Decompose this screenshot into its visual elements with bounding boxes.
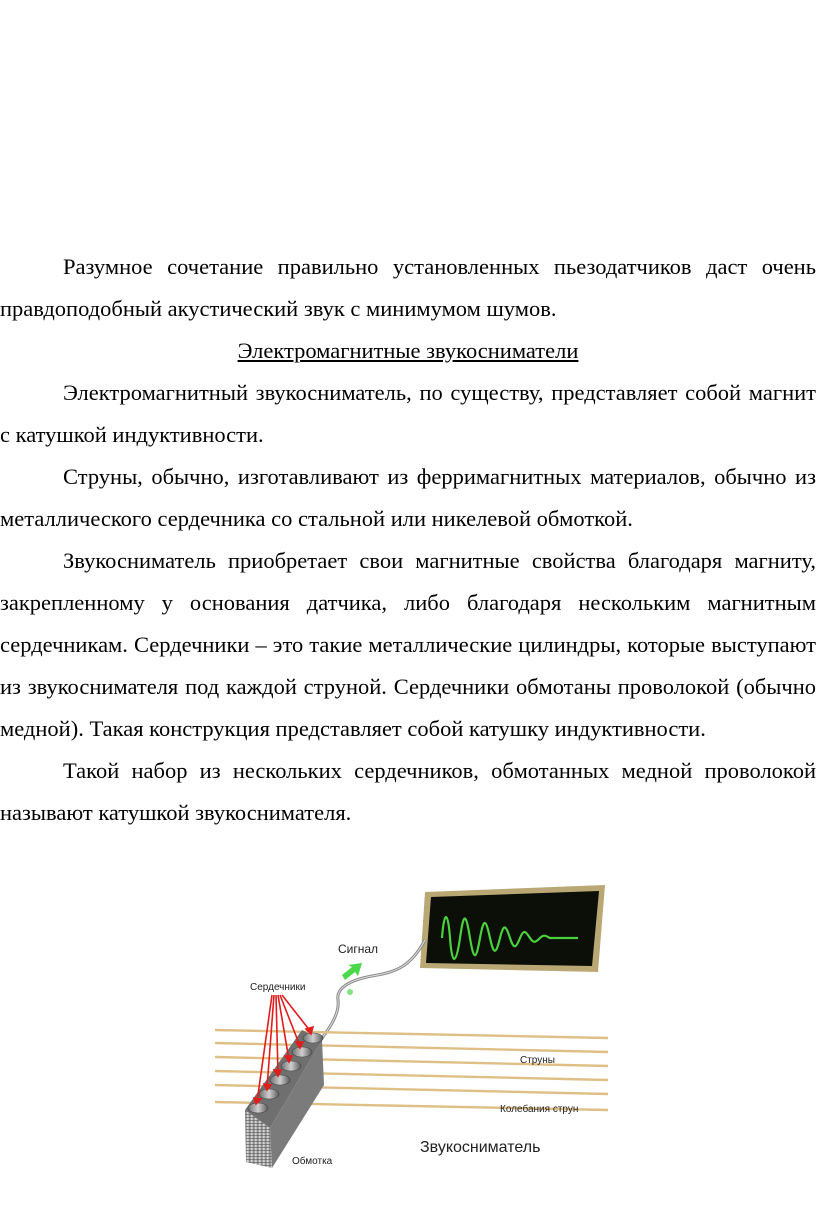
paragraph-coil: Такой набор из нескольких сердечников, обмотанных медной проволокой называют катушкой звукоснимателя. [0,758,816,825]
document-body [0,246,816,834]
signal-screen [420,885,605,972]
string-2 [215,1043,608,1052]
section-heading: Электромагнитные звукосниматели [237,338,579,363]
pickup-diagram-svg [210,880,610,1180]
induction-spark [347,989,353,995]
string-1 [215,1030,608,1038]
paragraph-piezo: Разумное сочетание правильно установленных пьезодатчиков даст очень правдоподобный акустический звук с минимумом шумов. [0,254,816,321]
paragraph-definition: Электромагнитный звукосниматель, по существу, представляет собой магнит с катушкой индуктивности. [0,380,816,447]
label-vibration: Колебания струн [500,1104,579,1115]
label-cores: Сердечники [250,982,306,993]
pickup-diagram [210,880,610,1180]
figure-title: Звукосниматель [420,1139,541,1156]
label-strings: Струны [520,1055,555,1066]
label-signal: Сигнал [338,942,379,956]
label-winding: Обмотка [292,1156,333,1167]
paragraph-strings: Струны, обычно, изготавливают из ферримагнитных материалов, обычно из металлического сердечника со стальной или никелевой обмоткой. [0,464,816,531]
signal-arrow-icon [342,963,362,980]
paragraph-cores: Звукосниматель приобретает свои магнитные свойства благодаря магниту, закрепленному у основания датчика, либо благодаря нескольким магнитным сердечникам. Сердечники – это такие металлические цилиндры, которые выступают из звукоснимателя под каждой струной. Сердечники обмотаны проволокой (обычно медной). Такая конструкция представляет собой катушку индуктивности. [0,548,816,741]
